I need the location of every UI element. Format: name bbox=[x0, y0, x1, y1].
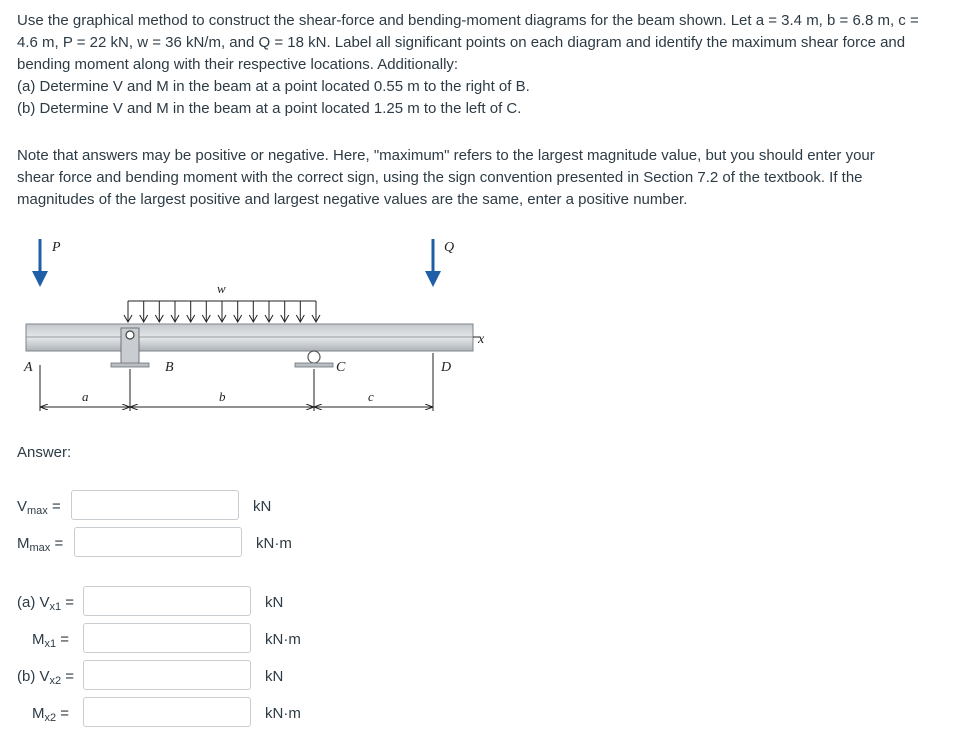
dimension-lines bbox=[40, 353, 433, 411]
load-q bbox=[425, 239, 454, 287]
note-line-1: Note that answers may be positive or negative. Here, "maximum" refers to the largest magnitude value, but you should enter your bbox=[17, 147, 875, 164]
vx1-input[interactable] bbox=[83, 586, 251, 616]
vx2-unit: kN bbox=[265, 668, 284, 685]
problem-line-2: 4.6 m, P = 22 kN, w = 36 kN/m, and Q = 18 kN. Label all significant points on each diagram and identify the maximum shear force and bbox=[17, 34, 906, 51]
beam-figure bbox=[0, 225, 973, 425]
mx2-unit: kN·m bbox=[265, 705, 301, 722]
problem-statement bbox=[17, 10, 957, 120]
mx2-label: $M_{x2}$ = bbox=[32, 705, 70, 724]
label-b: B bbox=[165, 360, 174, 375]
sign-convention-note bbox=[17, 145, 947, 211]
mx2-input[interactable] bbox=[83, 697, 251, 727]
vmax-label: $V_{max}$ = bbox=[17, 498, 61, 517]
mmax-label: $M_{max}$ = bbox=[17, 535, 64, 554]
mx1-input[interactable] bbox=[83, 623, 251, 653]
vx1-unit: kN bbox=[265, 594, 284, 611]
dim-c: c bbox=[368, 389, 374, 404]
label-c: C bbox=[336, 360, 346, 375]
distributed-load-w bbox=[124, 281, 320, 322]
dim-b: b bbox=[219, 389, 226, 404]
vx1-label: (a) $V_{x1}$ = bbox=[17, 594, 75, 613]
beam bbox=[26, 324, 485, 351]
note-line-3: magnitudes of the largest positive and largest negative values are the same, enter a positive number. bbox=[17, 191, 688, 208]
mx1-label: $M_{x1}$ = bbox=[32, 631, 70, 650]
vx2-input[interactable] bbox=[83, 660, 251, 690]
mx1-unit: kN·m bbox=[265, 631, 301, 648]
problem-line-3: bending moment along with their respective locations. Additionally: bbox=[17, 56, 459, 73]
mmax-input[interactable] bbox=[74, 527, 242, 557]
label-a: A bbox=[24, 360, 33, 375]
problem-part-b: (b) Determine V and M in the beam at a point located 1.25 m to the left of C. bbox=[17, 100, 522, 117]
roller-support-c bbox=[295, 351, 333, 367]
label-w: w bbox=[217, 281, 226, 296]
vmax-input[interactable] bbox=[71, 490, 239, 520]
label-p: P bbox=[52, 240, 61, 255]
vx2-label: (b) $V_{x2}$ = bbox=[17, 668, 75, 687]
load-p bbox=[32, 239, 61, 287]
dim-a: a bbox=[82, 389, 89, 404]
label-q: Q bbox=[444, 240, 455, 255]
problem-line-1: Use the graphical method to construct the shear-force and bending-moment diagrams for the beam shown. Let a = 3.4 m, b = 6.8 m, c = bbox=[17, 12, 919, 29]
label-d: D bbox=[441, 360, 452, 375]
problem-part-a: (a) Determine V and M in the beam at a point located 0.55 m to the right of B. bbox=[17, 78, 530, 95]
vmax-unit: kN bbox=[253, 498, 272, 515]
note-line-2: shear force and bending moment with the correct sign, using the sign convention presented in Section 7.2 of the textbook. If the bbox=[17, 169, 863, 186]
label-x: x bbox=[478, 332, 485, 347]
answer-label: Answer: bbox=[17, 444, 72, 461]
mmax-unit: kN·m bbox=[256, 535, 292, 552]
